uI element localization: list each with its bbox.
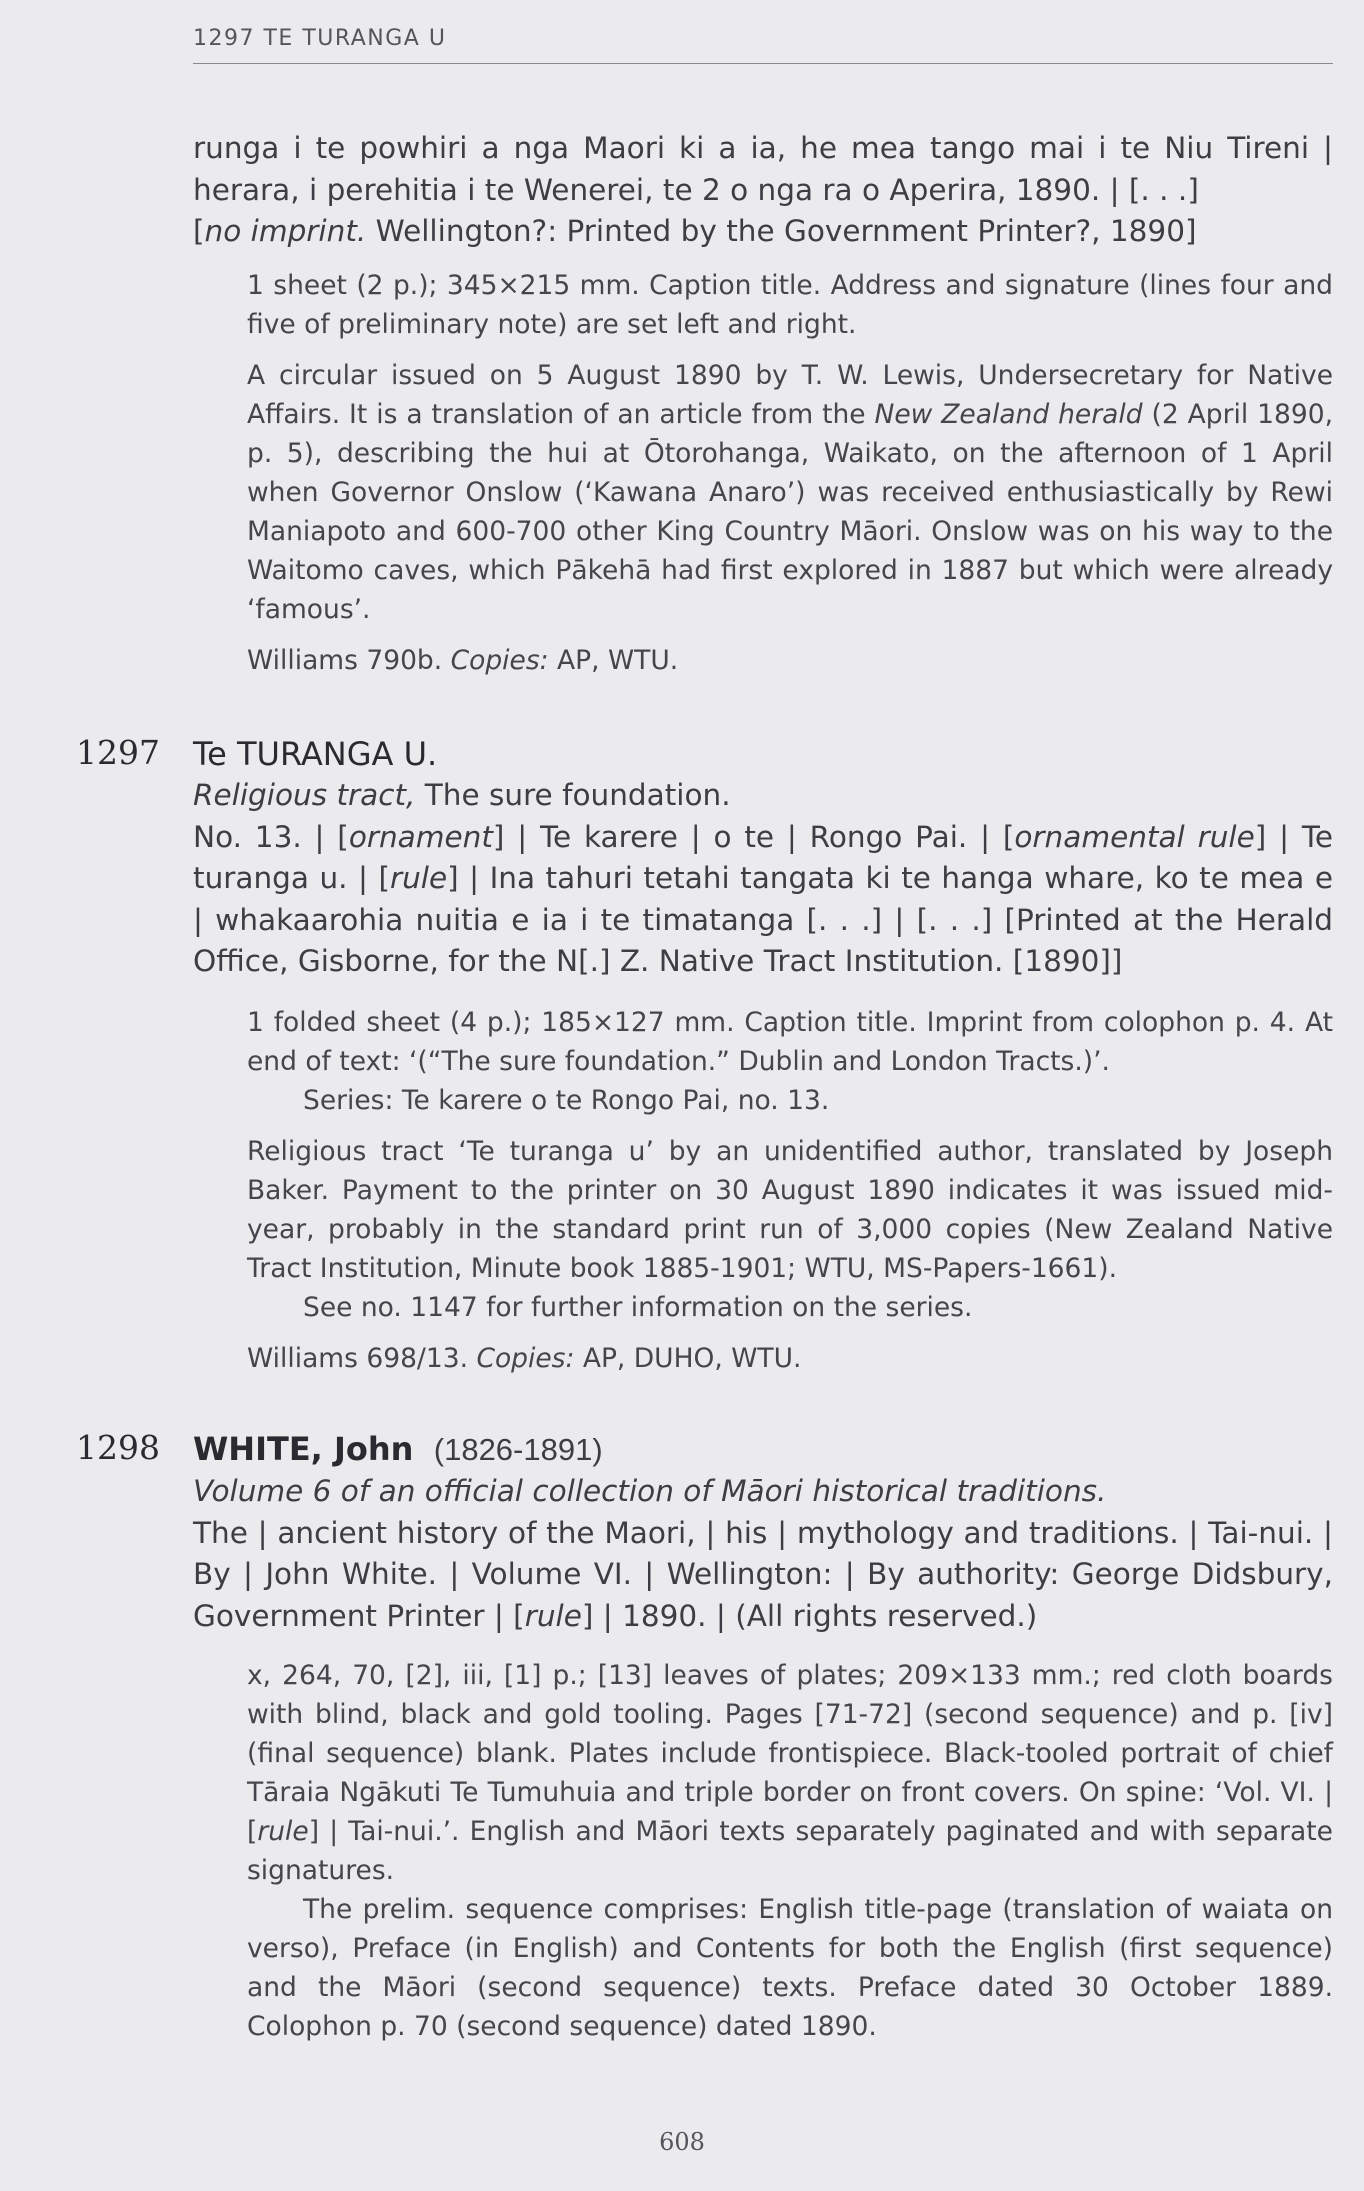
title-transcription: No. 13. | [ornament] | Te karere | o te | Rongo Pai. | [ornamental rule] | Te turanga u. | [rule] | Ina tahuri tetahi tangata ki te hanga whare, ko te mea e | whakaarohia nuitia e ia i te timatanga [. . .] | [. . .] [Printed at the Herald Office, Gisborne, for the N[.] Z. Native Tract Institution. [1890]] [193, 819, 1333, 978]
see-also-note: See no. 1147 for further information on the series. [303, 1292, 973, 1323]
references-copies: Williams 698/13. Copies: AP, DUHO, WTU. [247, 1343, 802, 1374]
imprint-line: [no imprint. Wellington?: Printed by the Government Printer?, 1890] [193, 214, 1197, 248]
entry-heading: Te TURANGA U. [193, 735, 438, 773]
title-transcription: The | ancient history of the Maori, | his | mythology and traditions. | Tai-nui. | By | John White. | Volume VI. | Wellington: | By authority: George Didsbury, Government Printer | [rule] | 1890. | (All rights reserved.) [193, 1515, 1333, 1633]
entry-number: 1298 [76, 1428, 160, 1467]
entry-heading: WHITE, John (1826-1891) [193, 1430, 603, 1468]
entry-1297 [193, 733, 1333, 983]
entry-continuation [193, 128, 1333, 253]
running-head: 1297 TE TURANGA U [193, 26, 447, 51]
descriptive-note: Religious tract ‘Te turanga u’ by an unidentified author, translated by Joseph Baker. Payment to the printer on 30 August 1890 indicates it was issued mid-year, probably in the standard print run of 3,000 copies (New Zealand Native Tract Institution, Minute book 1885-1901; WTU, MS-Papers-1661). [247, 1136, 1333, 1284]
physical-description: x, 264, 70, [2], iii, [1] p.; [13] leaves of plates; 209×133 mm.; red cloth boards with blind, black and gold tooling. Pages [71-72] (second sequence) and p. [iv] (final sequence) blank. Plates include frontispiece. Black-tooled portrait of chief Tāraia Ngākuti Te Tumuhuia and triple border on front covers. On spine: ‘Vol. VI. | [rule] | Tai-nui.’. English and Māori texts separately paginated and with separate signatures. [247, 1660, 1333, 1886]
entry-continuation-notes [247, 266, 1333, 690]
series-note: Series: Te karere o te Rongo Pai, no. 13. [303, 1085, 830, 1116]
entry-1298-notes [247, 1656, 1333, 2056]
physical-description: 1 sheet (2 p.); 345×215 mm. Caption title. Address and signature (lines four and five of preliminary note) are set left and right. [247, 270, 1333, 340]
physical-description: 1 folded sheet (4 p.); 185×127 mm. Caption title. Imprint from colophon p. 4. At end of text: ‘(“The sure foundation.” Dublin and London Tracts.)’. [247, 1007, 1333, 1077]
entry-1297-notes [247, 1003, 1333, 1388]
header-rule [193, 63, 1333, 64]
prelim-note: The prelim. sequence comprises: English title-page (translation of waiata on verso), Preface (in English) and Contents for both the English (first sequence) and the Māori (second sequence) texts. Preface dated 30 October 1889. Colophon p. 70 (second sequence) dated 1890. [247, 1894, 1333, 2042]
uniform-title: Volume 6 of an official collection of Māori historical traditions. [193, 1474, 1107, 1508]
references-copies: Williams 790b. Copies: AP, WTU. [247, 645, 679, 676]
title-transcription: runga i te powhiri a nga Maori ki a ia, he mea tango mai i te Niu Tireni | herara, i perehitia i te Wenerei, te 2 o nga ra o Aperira, 1890. | [. . .] [193, 131, 1333, 207]
entry-number: 1297 [76, 733, 160, 772]
uniform-title: Religious tract, The sure foundation. [193, 778, 731, 812]
entry-1298 [193, 1428, 1333, 1637]
descriptive-note: A circular issued on 5 August 1890 by T. W. Lewis, Undersecretary for Native Affairs. It is a translation of an article from the New Zealand herald (2 April 1890, p. 5), describing the hui at Ōtorohanga, Waikato, on the afternoon of 1 April when Governor Onslow (‘Kawana Anaro’) was received enthusiastically by Rewi Maniapoto and 600-700 other King Country Māori. Onslow was on his way to the Waitomo caves, which Pākehā had first explored in 1887 but which were already ‘famous’. [247, 360, 1334, 625]
page-number: 608 [659, 2128, 705, 2156]
